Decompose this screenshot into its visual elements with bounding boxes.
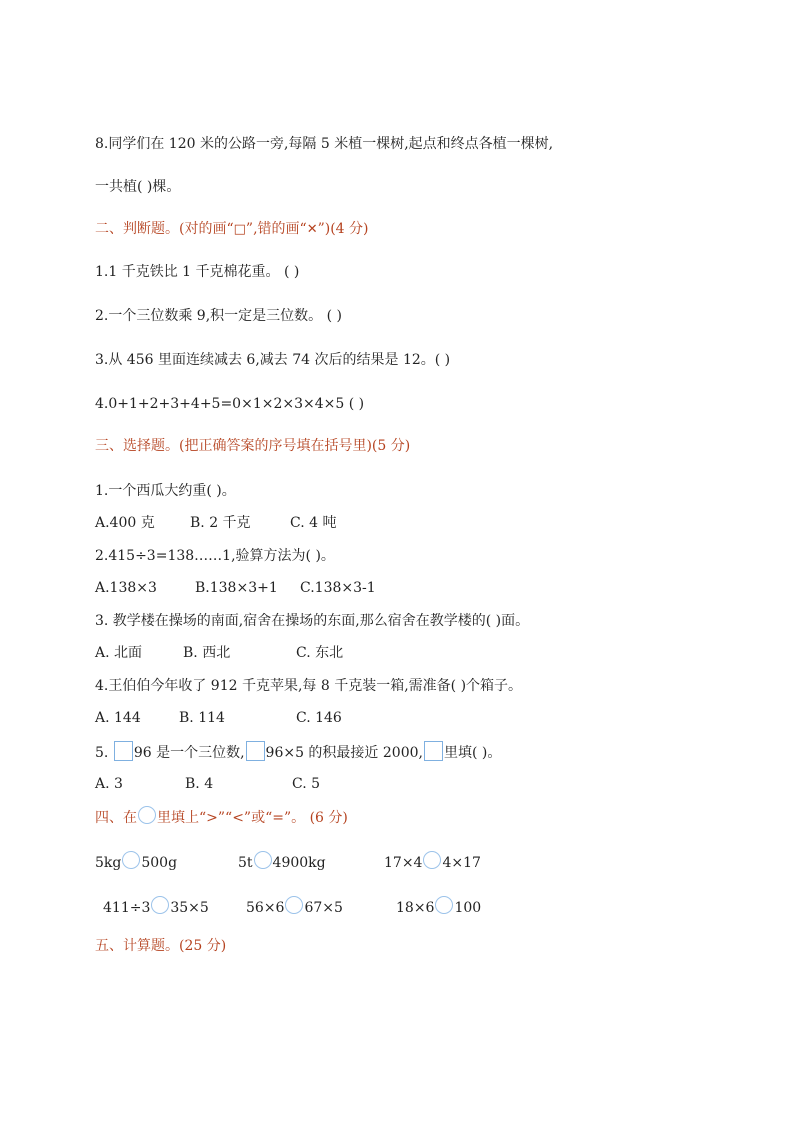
judge-item-3: 3.从 456 里面连续减去 6,减去 74 次后的结果是 12。( ) [95, 352, 451, 368]
section2-heading-post: ”)(4 分) [317, 221, 369, 237]
compare-left: 18×6 [396, 900, 435, 916]
compare-right: 4×17 [442, 855, 481, 871]
section3-heading: 三、选择题。(把正确答案的序号填在括号里)(5 分) [95, 438, 411, 454]
choice-q4-option-c: C. 146 [296, 710, 342, 726]
compare-left: 5t [238, 855, 253, 871]
check-symbol-icon: □ [233, 222, 246, 237]
choice-q2-option-b: B.138×3+1 [195, 580, 278, 596]
choice-q1-stem: 1.一个西瓜大约重( )。 [95, 483, 236, 499]
compare-right: 35×5 [170, 900, 209, 916]
blank-digit-box [114, 741, 133, 761]
compare-left: 17×4 [384, 855, 423, 871]
section4-heading-post: 里填上“>”“<”或“=”。 (6 分) [157, 810, 348, 826]
compare-circle-icon [138, 806, 156, 824]
compare-right: 100 [454, 900, 482, 916]
q8-line1: 8.同学们在 120 米的公路一旁,每隔 5 米植一棵树,起点和终点各植一棵树, [95, 136, 554, 152]
q8-line2: 一共植( )棵。 [95, 179, 181, 195]
section2-heading [95, 219, 369, 240]
choice-q5-option-c: C. 5 [292, 776, 321, 792]
choice-q3-option-c: C. 东北 [296, 645, 344, 661]
compare-circle-icon [122, 851, 140, 869]
choice-q3-option-b: B. 西北 [183, 645, 231, 661]
section2-heading-pre: 二、判断题。(对的画“ [95, 221, 234, 237]
choice-q5-stem [95, 741, 501, 763]
compare-item [238, 851, 326, 873]
judge-item-4: 4.0+1+2+3+4+5=0×1×2×3×4×5 ( ) [95, 396, 365, 412]
compare-right: 4900kg [272, 855, 326, 871]
section4-heading [95, 806, 348, 828]
choice-q5-part-1: 5. [95, 745, 113, 761]
compare-item [95, 851, 177, 873]
blank-digit-box [424, 741, 443, 761]
compare-circle-icon [423, 851, 441, 869]
compare-circle-icon [285, 896, 303, 914]
choice-q3-stem: 3. 教学楼在操场的南面,宿舍在操场的东面,那么宿舍在教学楼的( )面。 [95, 613, 530, 629]
choice-q2-option-a: A.138×3 [95, 580, 157, 596]
judge-item-1: 1.1 千克铁比 1 千克棉花重。 ( ) [95, 264, 300, 280]
choice-q4-stem: 4.王伯伯今年收了 912 千克苹果,每 8 千克装一箱,需准备( )个箱子。 [95, 678, 523, 694]
choice-q2-stem: 2.415÷3=138……1,验算方法为( )。 [95, 548, 335, 564]
compare-left: 5kg [95, 855, 122, 871]
compare-left: 56×6 [246, 900, 285, 916]
choice-q5-part-3: 96×5 的积最接近 2000, [265, 745, 423, 761]
choice-q1-option-a: A.400 克 [95, 515, 155, 531]
compare-right: 67×5 [304, 900, 343, 916]
section2-heading-mid: ”,错的画“ [245, 221, 307, 237]
cross-symbol-icon: ✕ [306, 222, 318, 237]
choice-q1-option-c: C. 4 吨 [290, 515, 337, 531]
choice-q4-option-a: A. 144 [95, 710, 141, 726]
choice-q5-option-b: B. 4 [185, 776, 214, 792]
choice-q3-option-a: A. 北面 [95, 645, 143, 661]
compare-circle-icon [254, 851, 272, 869]
choice-q5-part-2: 96 是一个三位数, [133, 745, 245, 761]
compare-item [246, 896, 343, 918]
compare-circle-icon [151, 896, 169, 914]
compare-item [396, 896, 481, 918]
compare-item [103, 896, 209, 918]
section5-heading: 五、计算题。(25 分) [95, 938, 227, 954]
choice-q4-option-b: B. 114 [179, 710, 225, 726]
compare-item [384, 851, 481, 873]
compare-left: 411÷3 [103, 900, 151, 916]
compare-right: 500g [141, 855, 178, 871]
choice-q1-option-b: B. 2 千克 [190, 515, 251, 531]
compare-circle-icon [435, 896, 453, 914]
section4-heading-pre: 四、在 [95, 810, 137, 826]
choice-q5-part-4: 里填( )。 [443, 745, 502, 761]
blank-digit-box [246, 741, 265, 761]
choice-q5-option-a: A. 3 [95, 776, 123, 792]
judge-item-2: 2.一个三位数乘 9,积一定是三位数。 ( ) [95, 308, 342, 324]
choice-q2-option-c: C.138×3-1 [300, 580, 376, 596]
